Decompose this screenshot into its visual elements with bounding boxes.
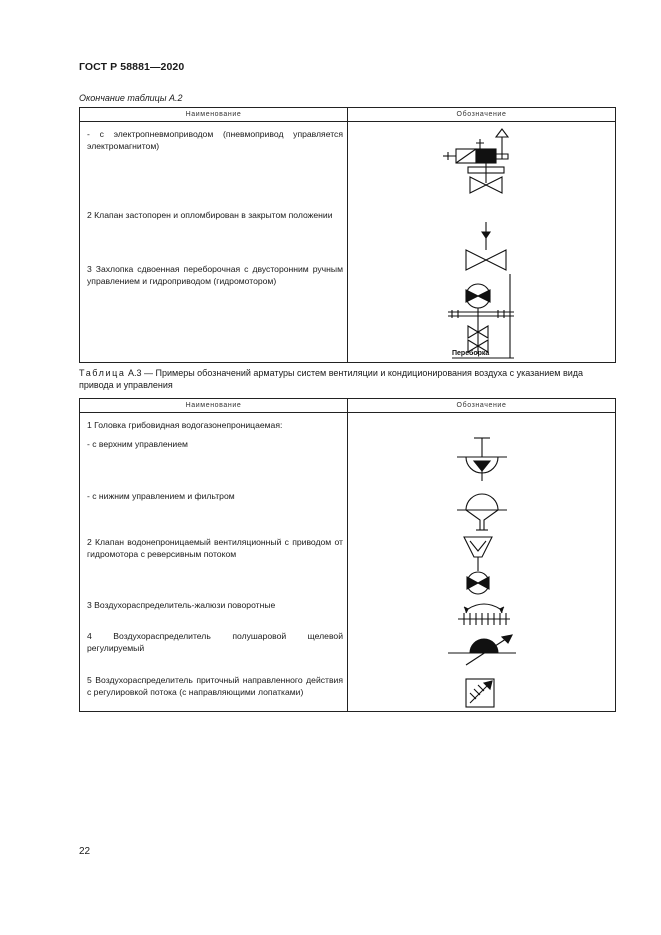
- symbol-cell: [348, 413, 616, 712]
- table-continuation-caption: Окончание таблицы А.2: [79, 93, 183, 103]
- sealed-closed-valve-icon: [460, 220, 510, 270]
- table-row: [80, 122, 616, 363]
- table-word: Таблица: [79, 368, 126, 378]
- row-text: 2 Клапан застопорен и опломбирован в закрытом положении: [87, 210, 333, 220]
- hemispherical-slot-diffuser-icon: [446, 631, 522, 671]
- row-text: 3 Захлопка сдвоенная переборочная с двусторонним ручным управлением и гидроприводом (гидромотором): [87, 264, 343, 286]
- table-row: [80, 413, 616, 712]
- watertight-vent-valve-icon: [458, 535, 498, 599]
- column-header-name: Наименование: [80, 108, 348, 122]
- table-a3: [79, 398, 616, 712]
- row-text: 3 Воздухораспределитель-жалюзи поворотные: [87, 600, 276, 610]
- column-header-symbol: Обозначение: [348, 399, 616, 413]
- rotary-louver-icon: [454, 599, 514, 629]
- table-a3-title: [79, 367, 615, 391]
- row-text: 1 Головка грибовидная водогазонепроницаемая:: [87, 420, 283, 430]
- double-bulkhead-flap-icon: [440, 274, 520, 360]
- table-a2: [79, 107, 616, 363]
- table-title-text: А.3 — Примеры обозначений арматуры систем вентиляции и кондиционирования воздуха с указанием вида привода и управления: [79, 368, 584, 390]
- directional-supply-diffuser-icon: [462, 675, 502, 713]
- mushroom-head-top-control-icon: [452, 437, 512, 483]
- name-cell: [80, 413, 348, 712]
- electropneumatic-valve-icon: [434, 127, 524, 197]
- row-text: - с верхним управлением: [87, 439, 188, 449]
- table-header-row: [80, 108, 616, 122]
- table-header-row: [80, 399, 616, 413]
- symbol-cell: [348, 122, 616, 363]
- column-header-name: Наименование: [80, 399, 348, 413]
- column-header-symbol: Обозначение: [348, 108, 616, 122]
- row-text: 4 Воздухораспределитель полушаровой щелевой регулируемый: [87, 631, 343, 653]
- page-number: 22: [79, 846, 91, 857]
- row-text: - с электропневмоприводом (пневмопривод управляется электромагнитом): [87, 129, 343, 151]
- document-code: ГОСТ Р 58881—2020: [79, 61, 185, 73]
- name-cell: [80, 122, 348, 363]
- row-text: 5 Воздухораспределитель приточный направленного действия с регулировкой потока (с направляющими лопатками): [87, 675, 343, 697]
- bulkhead-label: Переборка: [452, 350, 490, 357]
- mushroom-head-bottom-filter-icon: [452, 490, 512, 538]
- row-text: - с нижним управлением и фильтром: [87, 491, 235, 501]
- row-text: 2 Клапан водонепроницаемый вентиляционный с приводом от гидромотора с реверсивным потоком: [87, 537, 343, 559]
